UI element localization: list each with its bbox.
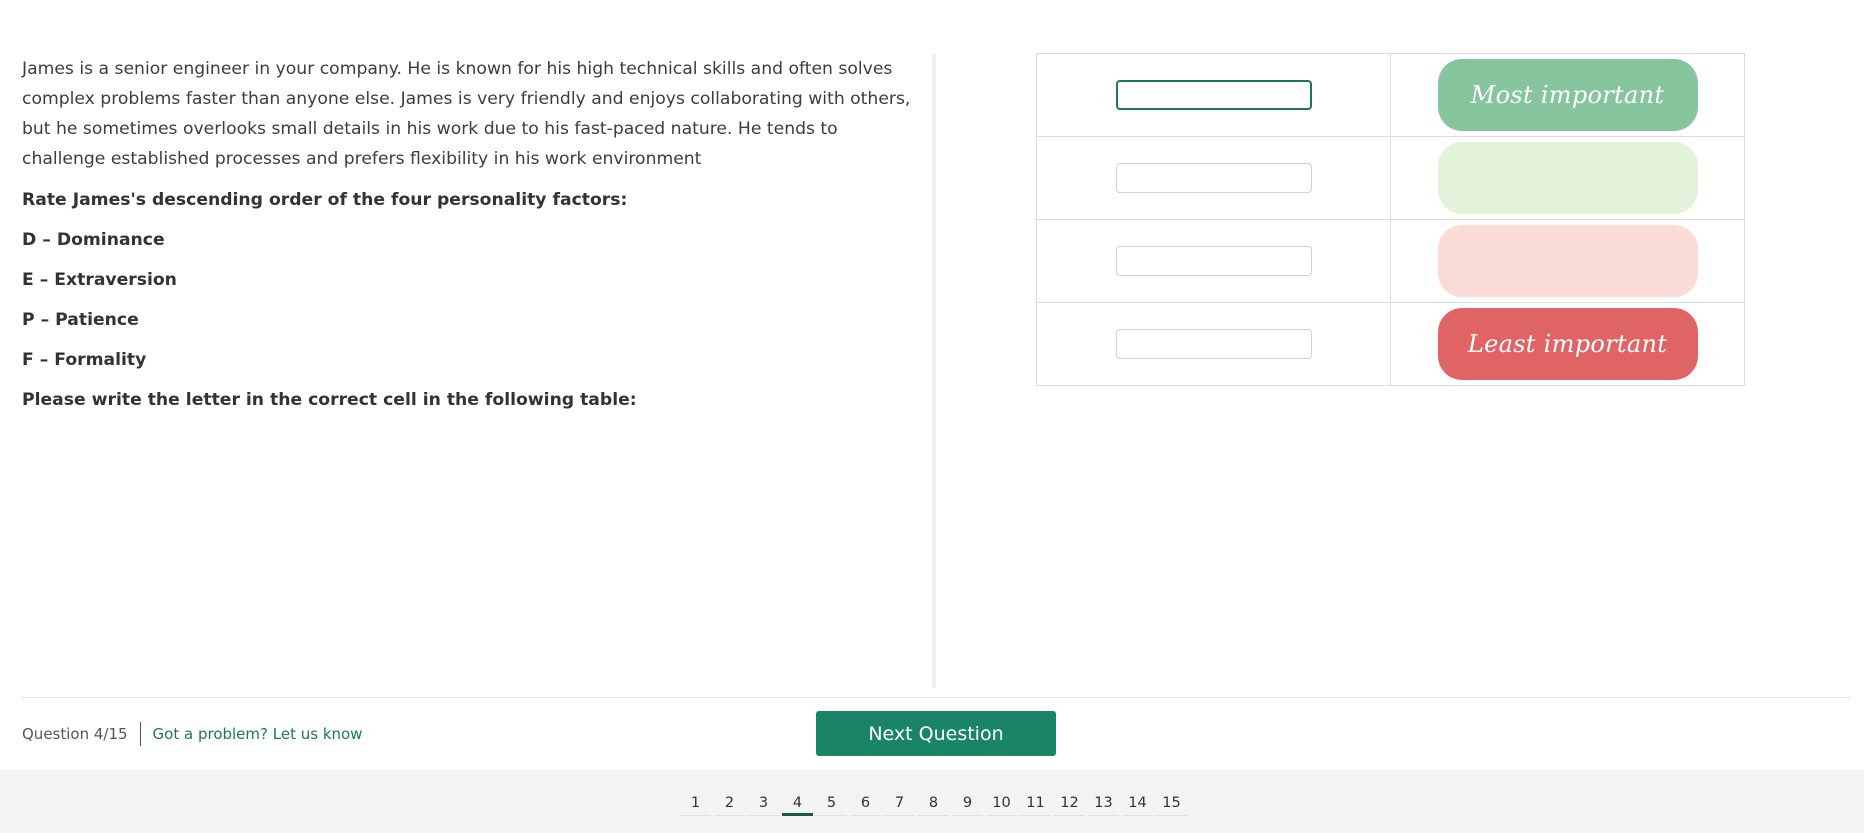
page-11[interactable]: 11 [1020,790,1051,816]
factor-extraversion: E – Extraversion [22,270,177,290]
question-pagination [680,790,1190,816]
ranking-row-least [1037,303,1745,386]
answer-input-3[interactable] [1116,246,1312,276]
page-5[interactable]: 5 [816,790,847,816]
page-9[interactable]: 9 [952,790,983,816]
footer-info [22,722,362,746]
page-14[interactable]: 14 [1122,790,1153,816]
label-cell [1391,54,1745,137]
rank-3-pill [1438,225,1698,297]
report-problem-link[interactable]: Got a problem? Let us know [152,725,363,743]
page-6[interactable]: 6 [850,790,881,816]
answer-input-2[interactable] [1116,163,1312,193]
next-question-button[interactable]: Next Question [816,711,1056,756]
page-2[interactable]: 2 [714,790,745,816]
page-3[interactable]: 3 [748,790,779,816]
page-15[interactable]: 15 [1156,790,1187,816]
factor-dominance: D – Dominance [22,230,165,250]
answer-cell [1037,54,1391,137]
label-cell [1391,137,1745,220]
answer-cell [1037,220,1391,303]
question-intro: James is a senior engineer in your company. He is known for his high technical skills and often solves complex problems faster than anyone else. James is very friendly and enjoys collaborating with others, but he sometimes overlooks small details in his work due to his fast-paced nature. He tends to challenge established processes and prefers flexibility in his work environment [22,59,911,169]
question-instruction: Rate James's descending order of the four personality factors: [22,190,628,210]
ranking-row-most [1037,54,1745,137]
ranking-table [1036,53,1745,386]
panel-divider [932,54,936,688]
factor-patience: P – Patience [22,310,139,330]
ranking-row-2 [1037,137,1745,220]
page-10[interactable]: 10 [986,790,1017,816]
question-counter: Question 4/15 [22,725,128,743]
factor-formality: F – Formality [22,350,147,370]
answer-cell [1037,303,1391,386]
question-panel [22,54,922,410]
page-8[interactable]: 8 [918,790,949,816]
answer-input-1[interactable] [1116,80,1312,110]
label-cell [1391,303,1745,386]
page-13[interactable]: 13 [1088,790,1119,816]
footer-divider [22,697,1850,698]
table-instruction: Please write the letter in the correct cell in the following table: [22,390,637,410]
rank-2-pill [1438,142,1698,214]
page-1[interactable]: 1 [680,790,711,816]
label-cell [1391,220,1745,303]
answer-input-4[interactable] [1116,329,1312,359]
least-important-pill: Least important [1438,308,1698,380]
most-important-pill: Most important [1438,59,1698,131]
footer-separator [140,722,141,746]
page-4-current[interactable]: 4 [782,790,813,816]
page-7[interactable]: 7 [884,790,915,816]
ranking-row-3 [1037,220,1745,303]
answer-cell [1037,137,1391,220]
page-12[interactable]: 12 [1054,790,1085,816]
